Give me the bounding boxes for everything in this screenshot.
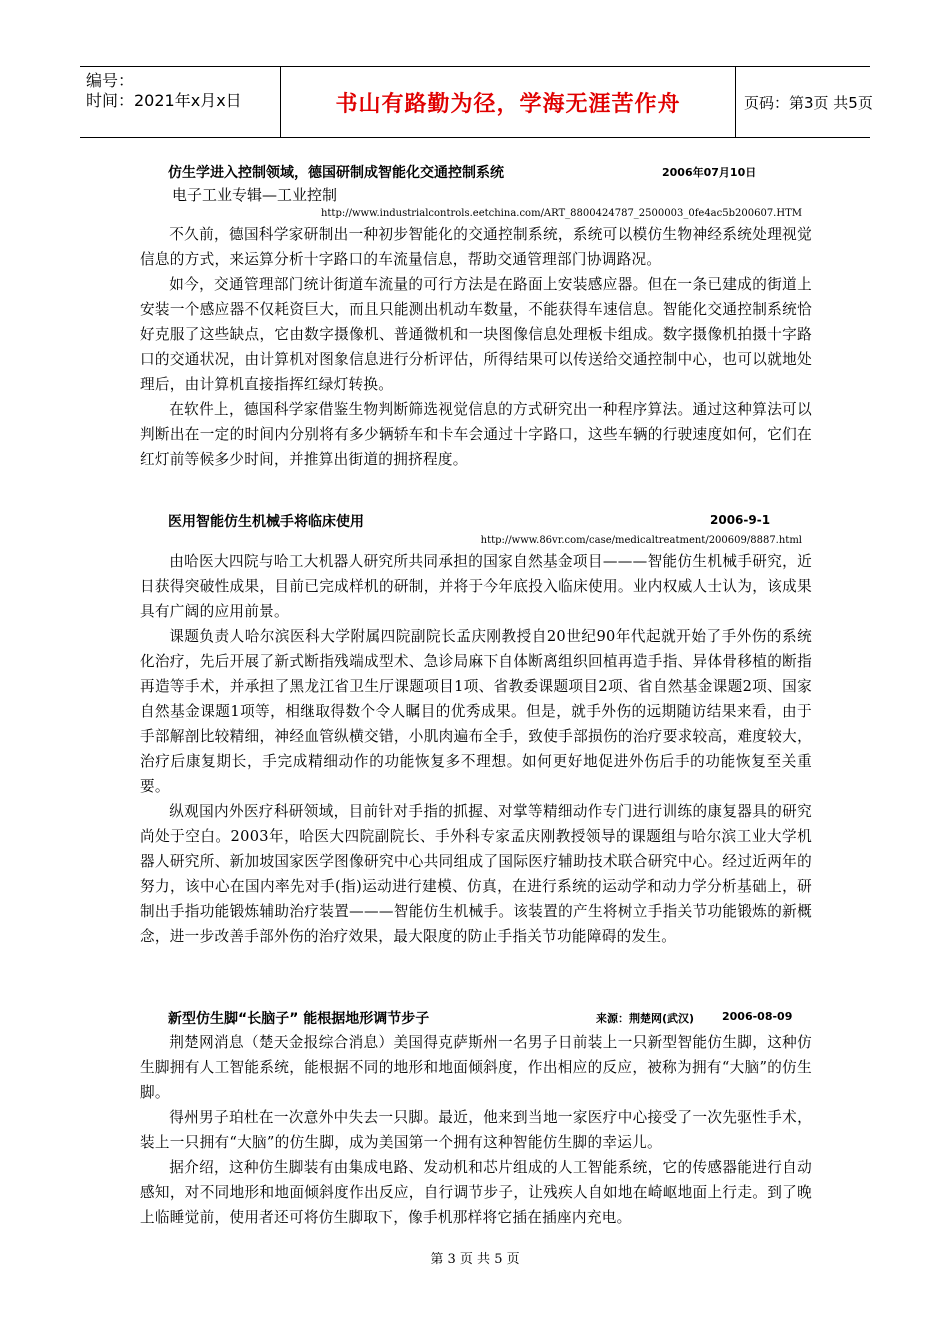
article-bionic-hand (140, 511, 812, 949)
article-source: 来源：荆楚网(武汉) (596, 1012, 695, 1025)
article-bionic-foot (140, 1008, 812, 1230)
article-date: 2006-9-1 (710, 513, 771, 527)
article-traffic-control (140, 162, 812, 472)
article-url: http://www.86vr.com/case/medicaltreatment/200609/8887.html (480, 535, 802, 546)
article-url: http://www.industrialcontrols.eetchina.com/ART_8800424787_2500003_0fe4ac5b200607.HTM (320, 208, 802, 219)
article-date: 2006年07月10日 (662, 166, 757, 179)
header-meta-cell (80, 67, 280, 137)
article-title: 新型仿生脚“长脑子” 能根据地形调节步子 (168, 1011, 430, 1027)
article-paragraph: 得州男子珀杜在一次意外中失去一只脚。最近，他来到当地一家医疗中心接受了一次先驱性手术，装上一只拥有“大脑”的仿生脚，成为美国第一个拥有这种智能仿生脚的幸运儿。 (140, 1109, 812, 1151)
article-paragraph: 据介绍，这种仿生脚装有由集成电路、发动机和芯片组成的人工智能系统，它的传感器能进行自动感知，对不同地形和地面倾斜度作出反应，自行调节步子，让残疾人自如地在崎岖地面上行走。到了晚上临睡觉前，使用者还可将仿生脚取下，像手机那样将它插在插座内充电。 (140, 1159, 812, 1226)
page-header-table (80, 66, 873, 138)
header-motto: 书山有路勤为径，学海无涯苦作舟 (335, 91, 681, 117)
page-footer: 第 3 页 共 5 页 (430, 1252, 520, 1267)
article-paragraph: 如今，交通管理部门统计街道车流量的可行方法是在路面上安装感应器。但在一条已建成的街道上安装一个感应器不仅耗资巨大，而且只能测出机动车数量，不能获得车速信息。智能化交通控制系统恰好克服了这些缺点，它由数字摄像机、普通微机和一块图像信息处理板卡组成。数字摄像机拍摄十字路口的交通状况，由计算机对图象信息进行分析评估，所得结果可以传送给交通控制中心，也可以就地处理后，由计算机直接指挥红绿灯转换。 (140, 276, 812, 393)
document-number-label: 编号： (86, 71, 135, 90)
article-paragraph: 不久前，德国科学家研制出一种初步智能化的交通控制系统，系统可以模仿生物神经系统处理视觉信息的方式，来运算分析十字路口的车流量信息，帮助交通管理部门协调路况。 (140, 226, 812, 268)
article-paragraph: 在软件上，德国科学家借鉴生物判断筛选视觉信息的方式研究出一种程序算法。通过这种算法可以判断出在一定的时间内分别将有多少辆轿车和卡车会通过十字路口，这些车辆的行驶速度如何，它们在红灯前等候多少时间，并推算出街道的拥挤程度。 (140, 401, 812, 468)
article-title: 医用智能仿生机械手将临床使用 (168, 514, 364, 530)
article-paragraph: 荆楚网消息（楚天金报综合消息）美国得克萨斯州一名男子日前装上一只新型智能仿生脚，这种仿生脚拥有人工智能系统，能根据不同的地形和地面倾斜度，作出相应的反应，被称为拥有“大脑”的仿生脚。 (140, 1034, 812, 1101)
article-paragraph: 课题负责人哈尔滨医科大学附属四院副院长孟庆刚教授自20世纪90年代起就开始了手外伤的系统化治疗，先后开展了新式断指残端成型术、急诊局麻下自体断离组织回植再造手指、异体骨移植的断指再造等手术，并承担了黑龙江省卫生厅课题项目1项、省教委课题项目2项、省自然基金课题2项、国家自然基金课题1项等，相继取得数个令人瞩目的优秀成果。但是，就手外伤的远期随访结果来看，由于手部解剖比较精细，神经血管纵横交错，小肌肉遍布全手，致使手部损伤的治疗要求较高，难度较大，治疗后康复期长，手完成精细动作的功能恢复多不理想。如何更好地促进外伤后手的功能恢复至关重要。 (140, 628, 812, 795)
document-time-label: 时间：2021年x月x日 (86, 91, 242, 110)
article-date: 2006-08-09 (722, 1010, 793, 1023)
article-paragraph: 由哈医大四院与哈工大机器人研究所共同承担的国家自然基金项目———智能仿生机械手研究，近日获得突破性成果，目前已完成样机的研制，并将于今年底投入临床使用。业内权威人士认为，该成果具有广阔的应用前景。 (140, 553, 812, 620)
header-page-code: 页码：第3页 共5页 (744, 93, 873, 112)
article-title: 仿生学进入控制领域，德国研制成智能化交通控制系统 (168, 165, 504, 181)
article-subsource: 电子工业专辑—工业控制 (172, 186, 338, 204)
article-paragraph: 纵观国内外医疗科研领域，目前针对手指的抓握、对掌等精细动作专门进行训练的康复器具的研究尚处于空白。2003年，哈医大四院副院长、手外科专家孟庆刚教授领导的课题组与哈尔滨工业大学机器人研究所、新加坡国家医学图像研究中心共同组成了国际医疗辅助技术联合研究中心。经过近两年的努力，该中心在国内率先对手(指)运动进行建模、仿真，在进行系统的运动学和动力学分析基础上，研制出手指功能锻炼辅助治疗装置———智能仿生机械手。该装置的产生将树立手指关节功能锻炼的新概念，进一步改善手部外伤的治疗效果，最大限度的防止手指关节功能障碍的发生。 (140, 803, 812, 945)
